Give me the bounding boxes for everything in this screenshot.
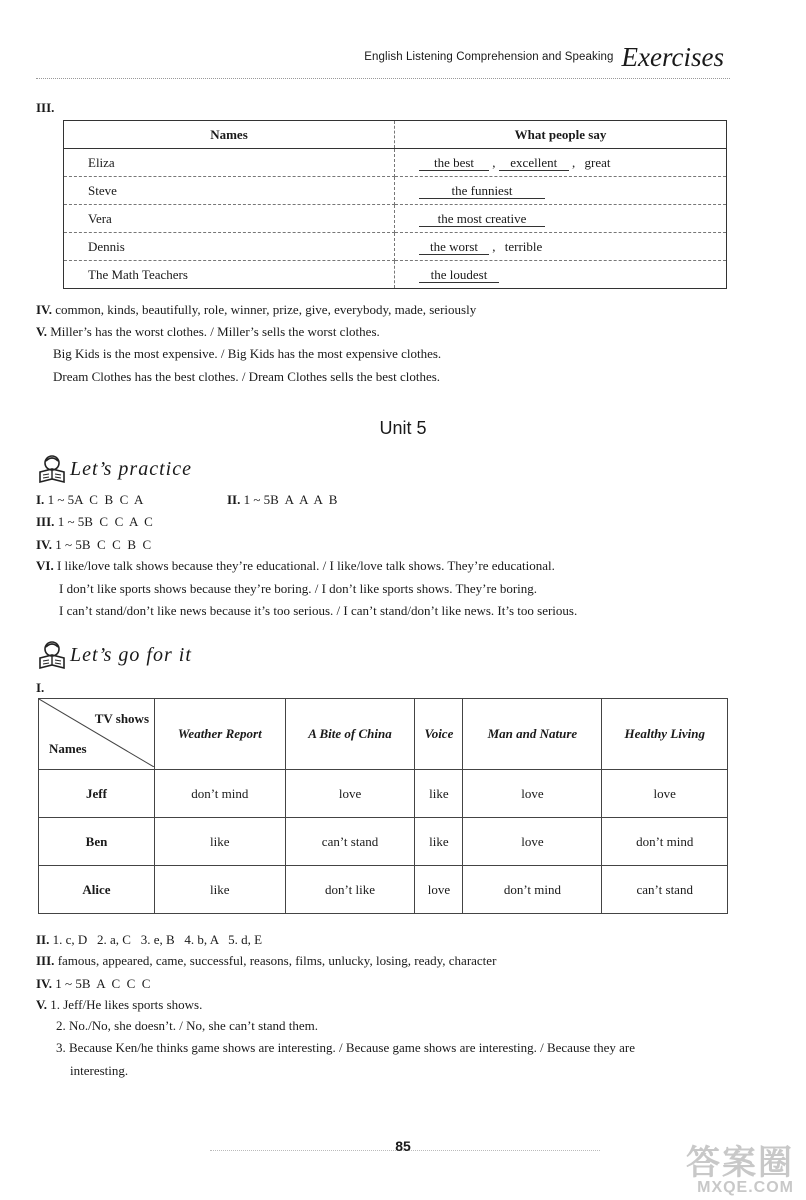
header-title: Exercises: [621, 42, 724, 72]
go-v-line-3: 3. Because Ken/he thinks game shows are interesting. / Because game shows are interesting. / Because they are: [56, 1040, 636, 1055]
table-cell: like: [415, 770, 463, 818]
section-iv-label: IV.: [36, 302, 53, 317]
names-table: [63, 120, 727, 289]
go-ii-label: II.: [36, 932, 50, 947]
table-cell: don’t like: [285, 866, 415, 914]
table-corner: [39, 699, 155, 770]
lets-go-for-it-heading: [36, 638, 236, 674]
practice-i-text: 1 ~ 5A C B C A: [47, 492, 144, 507]
table-cell: love: [463, 818, 602, 866]
go-iii-label: III.: [36, 953, 55, 968]
row-answer: [395, 149, 727, 177]
table-row: [39, 818, 728, 866]
page-number: 85: [395, 1138, 411, 1154]
row-answer: [395, 205, 727, 233]
go-v-line-1: [36, 997, 202, 1013]
show-header: A Bite of China: [285, 699, 415, 770]
separator: ,: [572, 154, 576, 170]
table-cell: love: [415, 866, 463, 914]
practice-iii-label: III.: [36, 514, 55, 529]
watermark: [686, 1146, 794, 1196]
go-iii-text: famous, appeared, came, successful, reasons, films, unlucky, losing, ready, character: [57, 953, 497, 968]
practice-vi-text: I like/love talk shows because they’re educational. / I like/love talk shows. They’re educational.: [56, 558, 555, 573]
lets-practice-title: Let’s practice: [70, 458, 192, 480]
practice-iii: [36, 514, 153, 530]
table-row: [64, 149, 727, 177]
show-header: Voice: [415, 699, 463, 770]
lets-practice-heading: [36, 452, 236, 488]
answer-blank: the most creative: [419, 212, 545, 227]
go-iv: [36, 976, 150, 992]
header-subtitle: English Listening Comprehension and Speaking: [364, 51, 614, 63]
what-people-say-header: What people say: [395, 121, 727, 149]
row-answer: [395, 261, 727, 289]
table-cell: don’t mind: [463, 866, 602, 914]
practice-ii-label: II.: [227, 492, 241, 507]
table-cell: love: [602, 770, 728, 818]
lets-go-for-it-title: Let’s go for it: [70, 644, 192, 666]
go-v-line-4: interesting.: [70, 1063, 129, 1078]
section-v-text: Miller’s has the worst clothes. / Miller’s sells the worst clothes.: [50, 324, 380, 339]
table-cell: love: [463, 770, 602, 818]
corner-tv-shows: TV shows: [94, 711, 149, 726]
practice-iv-text: 1 ~ 5B C C B C: [55, 537, 152, 552]
table-row: [64, 205, 727, 233]
practice-iv-label: IV.: [36, 537, 53, 552]
table-row: [39, 866, 728, 914]
practice-ii: [227, 492, 337, 508]
table-cell: don’t mind: [155, 770, 286, 818]
table-row: [64, 177, 727, 205]
practice-vi-label: VI.: [36, 558, 54, 573]
table-cell: like: [415, 818, 463, 866]
separator: ,: [492, 154, 496, 170]
table-row: [64, 261, 727, 289]
go-v-label: V.: [36, 997, 47, 1012]
answer-blank: the worst: [419, 240, 489, 255]
section-iv: [36, 302, 476, 318]
go-v-text: 1. Jeff/He likes sports shows.: [50, 997, 203, 1012]
go-iii: [36, 953, 496, 969]
reading-person-icon: [36, 452, 68, 484]
table-cell: like: [155, 866, 286, 914]
answer-blank: the loudest: [419, 268, 499, 283]
corner-names: Names: [49, 741, 87, 756]
row-name: Vera: [64, 205, 395, 233]
practice-ii-text: 1 ~ 5B A A A B: [243, 492, 338, 507]
section-v-line-2: Big Kids is the most expensive. / Big Kids has the most expensive clothes.: [53, 346, 442, 361]
answer-blank: excellent: [499, 156, 569, 171]
reading-person-icon: [36, 638, 68, 670]
go-iv-text: 1 ~ 5B A C C C: [55, 976, 151, 991]
unit-title: Unit 5: [379, 418, 427, 438]
row-name: Jeff: [39, 770, 155, 818]
table-cell: don’t mind: [602, 818, 728, 866]
practice-i: [36, 492, 143, 508]
practice-iv: [36, 537, 151, 553]
table-row: [64, 233, 727, 261]
table-row: [39, 770, 728, 818]
row-name: Alice: [39, 866, 155, 914]
show-header: Man and Nature: [463, 699, 602, 770]
page-header: [364, 42, 724, 73]
answer-blank: the best: [419, 156, 489, 171]
practice-vi-line-2: I don’t like sports shows because they’re boring. / I don’t like sports shows. They’re boring.: [59, 581, 538, 596]
show-header: Weather Report: [155, 699, 286, 770]
separator: ,: [492, 238, 496, 254]
table-cell: like: [155, 818, 286, 866]
go-ii-text: 1. c, D 2. a, C 3. e, B 4. b, A 5. d, E: [52, 932, 263, 947]
row-name: Dennis: [64, 233, 395, 261]
practice-i-label: I.: [36, 492, 45, 507]
practice-vi-line-1: [36, 558, 555, 574]
section-v-line-3: Dream Clothes has the best clothes. / Dream Clothes sells the best clothes.: [53, 369, 441, 384]
row-name: Eliza: [64, 149, 395, 177]
answer-text: great: [584, 154, 611, 170]
watermark-bottom: MXQE.COM: [697, 1179, 794, 1196]
answer-blank: the funniest: [419, 184, 545, 199]
table-cell: can’t stand: [285, 818, 415, 866]
section-v-label: V.: [36, 324, 47, 339]
section-v-line-1: [36, 324, 380, 340]
header-rule: [36, 78, 730, 79]
go-i-label: I.: [36, 680, 45, 695]
watermark-top: 答案圈: [686, 1144, 794, 1182]
answer-text: terrible: [504, 238, 543, 254]
row-name: The Math Teachers: [64, 261, 395, 289]
practice-iii-text: 1 ~ 5B C C A C: [57, 514, 153, 529]
tv-shows-table: [38, 698, 728, 914]
row-name: Ben: [39, 818, 155, 866]
row-answer: [395, 177, 727, 205]
section-iv-text: common, kinds, beautifully, role, winner, prize, give, everybody, made, seriously: [55, 302, 477, 317]
go-v-line-2: 2. No./No, she doesn’t. / No, she can’t stand them.: [56, 1018, 319, 1033]
practice-vi-line-3: I can’t stand/don’t like news because it’s too serious. / I can’t stand/don’t like news. It’s too serious.: [59, 603, 578, 618]
names-header: Names: [64, 121, 395, 149]
row-name: Steve: [64, 177, 395, 205]
row-answer: [395, 233, 727, 261]
table-cell: love: [285, 770, 415, 818]
table-cell: can’t stand: [602, 866, 728, 914]
section-iii-label: III.: [36, 100, 55, 115]
go-iv-label: IV.: [36, 976, 53, 991]
show-header: Healthy Living: [602, 699, 728, 770]
go-ii: [36, 932, 262, 948]
